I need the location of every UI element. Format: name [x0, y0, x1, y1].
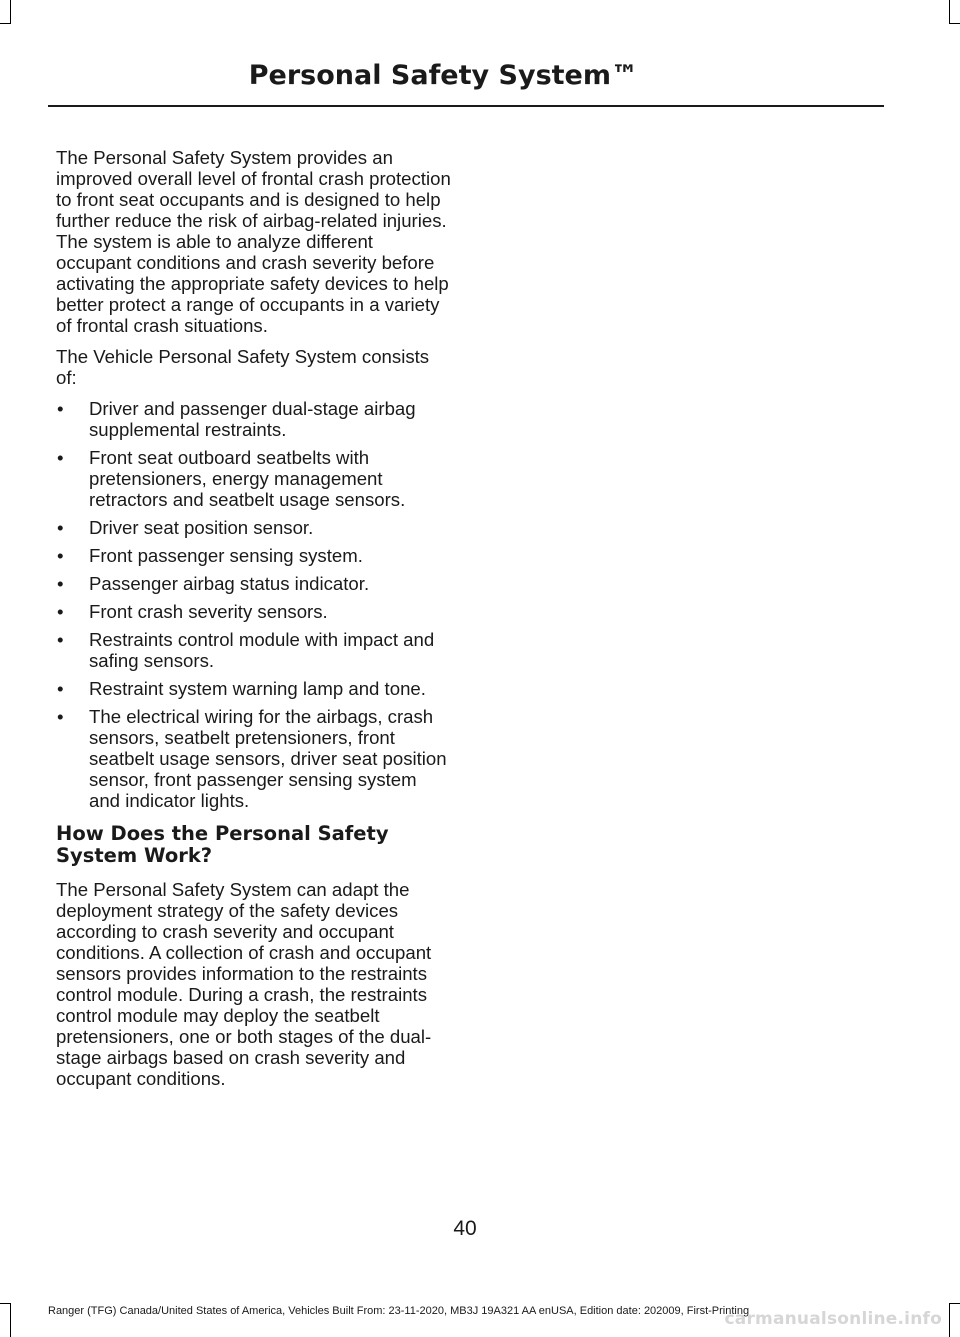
- page-number: 40: [453, 1217, 477, 1240]
- bullet-icon: •: [57, 601, 64, 622]
- crop-mark: [949, 0, 950, 24]
- list-item: [56, 678, 452, 699]
- component-list: [56, 398, 452, 811]
- list-item: [56, 601, 452, 622]
- edition-footer: Ranger (TFG) Canada/United States of America, Vehicles Built From: 23-11-2020, MB3J 19A321 AA enUSA, Edition date: 202009, First-Printing: [48, 1305, 750, 1317]
- list-item: [56, 398, 452, 440]
- watermark: carmanualsonline.info: [724, 1309, 942, 1329]
- list-item: [56, 573, 452, 594]
- list-item: [56, 706, 452, 811]
- section-heading: How Does the Personal Safety System Work?: [56, 822, 389, 867]
- list-item-text: Restraint system warning lamp and tone.: [89, 678, 426, 699]
- section-paragraph: The Personal Safety System can adapt the deployment strategy of the safety devices according to crash severity and occupant conditions. A collection of crash and occupant sensors provides information to the restraints control module. During a crash, the restraints control module may deploy the seatbelt pretensioners, one or both stages of the dual-stage airbags based on crash severity and occupant conditions.: [56, 879, 432, 1089]
- crop-mark: [949, 1303, 960, 1304]
- list-item-text: Front seat outboard seatbelts with pretensioners, energy management retractors and seatbelt usage sensors.: [89, 447, 406, 510]
- crop-mark: [0, 23, 11, 24]
- bullet-icon: •: [57, 545, 64, 566]
- bullet-icon: •: [57, 517, 64, 538]
- list-item: [56, 545, 452, 566]
- list-item-text: Restraints control module with impact and safing sensors.: [89, 629, 435, 671]
- list-item: [56, 629, 452, 671]
- crop-mark: [949, 1303, 950, 1337]
- list-item-text: Driver and passenger dual-stage airbag supplemental restraints.: [89, 398, 416, 440]
- list-item: [56, 447, 452, 510]
- list-item-text: Driver seat position sensor.: [89, 517, 314, 538]
- bullet-icon: •: [57, 398, 64, 419]
- list-item-text: Front passenger sensing system.: [89, 545, 363, 566]
- list-item-text: Passenger airbag status indicator.: [89, 573, 370, 594]
- crop-mark: [10, 0, 11, 24]
- page-title: Personal Safety System™: [248, 60, 638, 91]
- list-item-text: The electrical wiring for the airbags, crash sensors, seatbelt pretensioners, front seatbelt usage sensors, driver seat position sensor, front passenger sensing system and indicator lights.: [89, 706, 447, 811]
- header-divider: [48, 105, 884, 107]
- bullet-icon: •: [57, 573, 64, 594]
- bullet-icon: •: [57, 447, 64, 468]
- bullet-icon: •: [57, 706, 64, 727]
- page-header: [48, 56, 884, 96]
- list-item-text: Front crash severity sensors.: [89, 601, 328, 622]
- bullet-icon: •: [57, 629, 64, 650]
- crop-mark: [949, 23, 960, 24]
- list-item: [56, 517, 452, 538]
- bullet-icon: •: [57, 678, 64, 699]
- text-column: [56, 147, 452, 1099]
- consists-paragraph: The Vehicle Personal Safety System consists of:: [56, 346, 430, 388]
- intro-paragraph: The Personal Safety System provides an improved overall level of frontal crash protection to front seat occupants and is designed to help further reduce the risk of airbag-related injuries. The system is able to analyze different occupant conditions and crash severity before activating the appropriate safety devices to help better protect a range of occupants in a variety of frontal crash situations.: [56, 147, 451, 336]
- crop-mark: [10, 1303, 11, 1337]
- crop-mark: [0, 1303, 11, 1304]
